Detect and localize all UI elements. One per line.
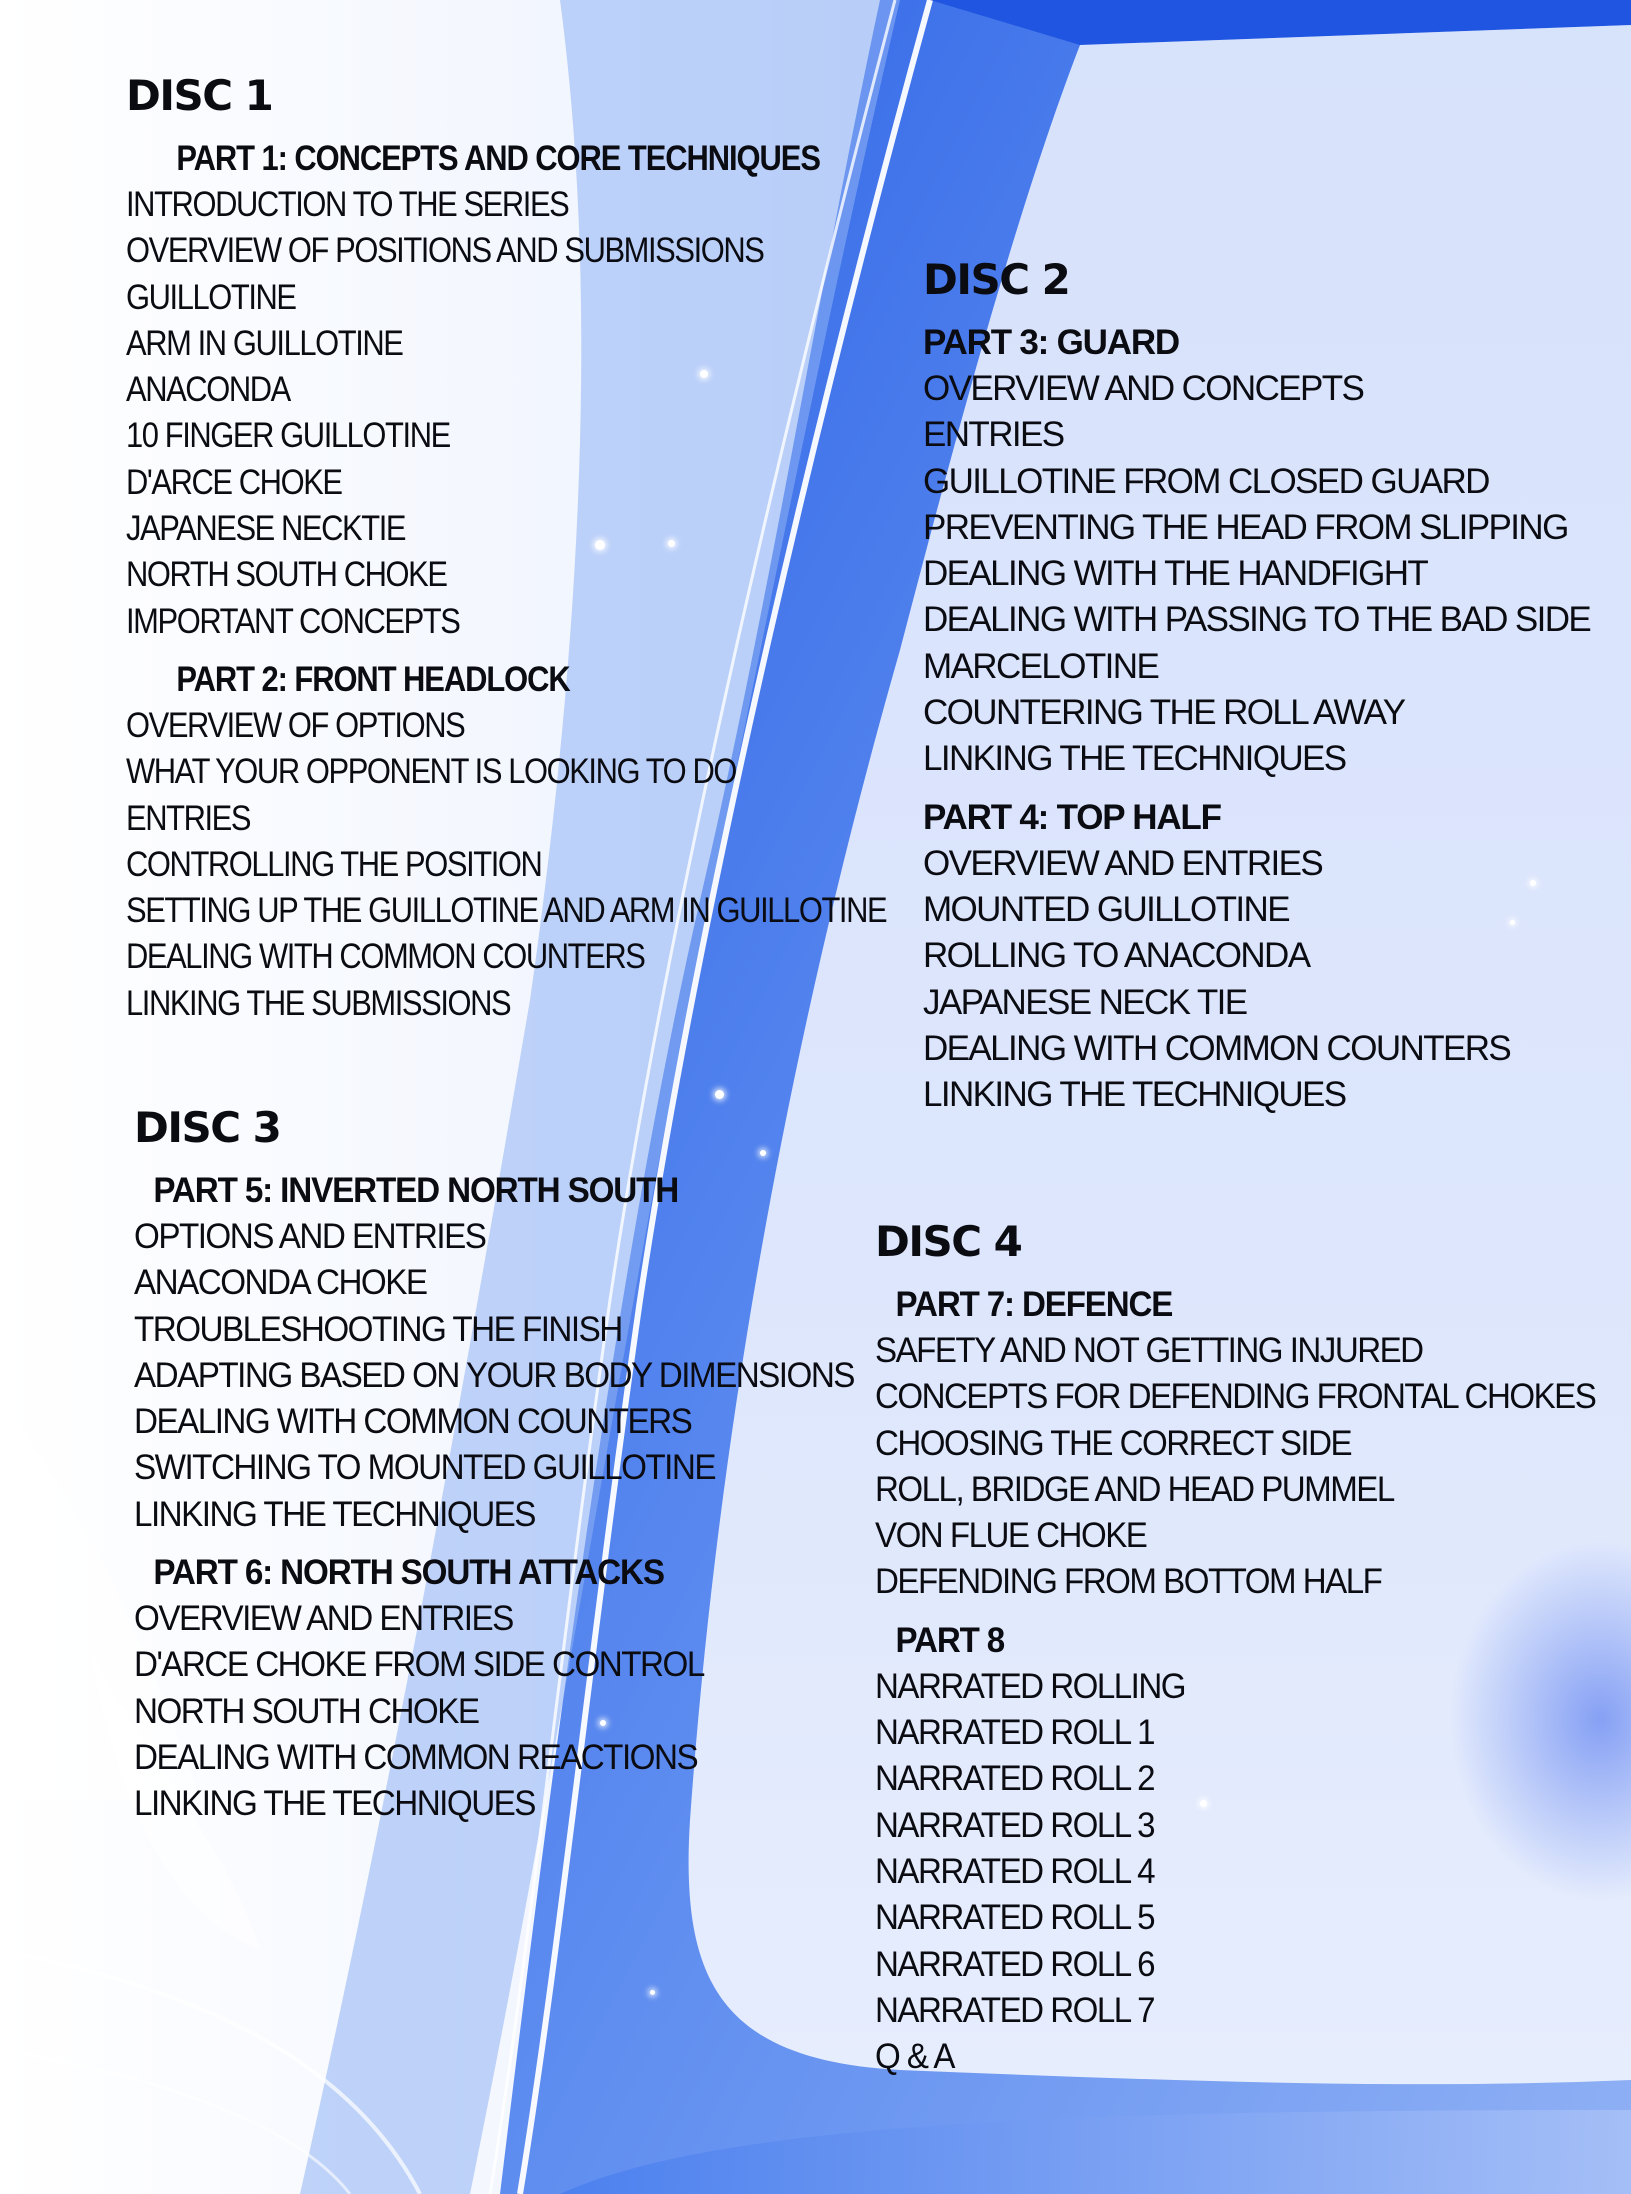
chapter-item: ANACONDA [126,370,290,410]
chapter-item: NARRATED ROLL 1 [875,1713,1155,1753]
part-5-section [134,1168,893,1538]
part-title: PART 6: NORTH SOUTH ATTACKS [153,1553,664,1593]
chapter-item: DEALING WITH COMMON COUNTERS [923,1028,1511,1068]
part-7-section [875,1282,1631,1606]
part-1-section [126,136,987,645]
sparkle-4 [715,1090,724,1099]
chapter-item: IMPORTANT CONCEPTS [126,601,460,641]
disc-title: DISC 1 [126,71,273,120]
chapter-item: SWITCHING TO MOUNTED GUILLOTINE [134,1448,715,1488]
disc-title: DISC 3 [134,1103,281,1152]
chapter-item: NARRATED ROLL 3 [875,1805,1155,1845]
chapter-item: 10 FINGER GUILLOTINE [126,416,450,456]
part-title: PART 2: FRONT HEADLOCK [176,659,570,699]
chapter-item: LINKING THE TECHNIQUES [134,1494,535,1534]
chapter-item: MARCELOTINE [923,646,1159,686]
part-6-section [134,1550,893,1827]
chapter-item: OVERVIEW OF OPTIONS [126,705,465,745]
chapter-item: CHOOSING THE CORRECT SIDE [875,1423,1352,1463]
chapter-item: NARRATED ROLL 5 [875,1898,1155,1938]
part-title: PART 3: GUARD [923,323,1179,362]
part-title: PART 7: DEFENCE [895,1285,1173,1324]
chapter-item: JAPANESE NECKTIE [126,509,406,549]
chapter-item: NARRATED ROLL 2 [875,1759,1155,1799]
disc-3-section [134,1100,893,1828]
chapter-item: DEFENDING FROM BOTTOM HALF [875,1562,1382,1602]
chapter-item: LINKING THE TECHNIQUES [923,1075,1346,1115]
chapter-item: Q & A [875,2037,954,2077]
disc-title: DISC 4 [875,1217,1022,1266]
part-3-section [923,320,1590,783]
chapter-item: GUILLOTINE [126,277,296,317]
chapter-item: DEALING WITH PASSING TO THE BAD SIDE [923,600,1591,640]
chapter-item: JAPANESE NECK TIE [923,982,1247,1022]
chapter-item: NORTH SOUTH CHOKE [126,555,447,595]
chapter-item: ADAPTING BASED ON YOUR BODY DIMENSIONS [134,1355,854,1395]
part-2-section [126,657,987,1027]
chapter-item: ROLLING TO ANACONDA [923,936,1310,976]
chapter-item: MOUNTED GUILLOTINE [923,889,1289,929]
part-title: PART 8 [895,1620,1005,1660]
chapter-item: OVERVIEW AND CONCEPTS [923,369,1364,408]
chapter-item: ROLL, BRIDGE AND HEAD PUMMEL [875,1469,1394,1509]
chapter-item: LINKING THE TECHNIQUES [923,739,1346,779]
chapter-item: OVERVIEW AND ENTRIES [134,1599,513,1639]
chapter-item: DEALING WITH COMMON COUNTERS [134,1402,692,1442]
chapter-item: OVERVIEW AND ENTRIES [923,843,1323,883]
chapter-item: SAFETY AND NOT GETTING INJURED [875,1331,1423,1370]
chapter-item: NARRATED ROLLING [875,1666,1186,1706]
chapter-item: D'ARCE CHOKE [126,462,342,502]
chapter-item: SETTING UP THE GUILLOTINE AND ARM IN GUILLOTINE [126,891,887,931]
chapter-item: ARM IN GUILLOTINE [126,323,403,363]
disc-1-section [126,68,987,1027]
sparkle-10 [650,1990,655,1995]
chapter-item: PREVENTING THE HEAD FROM SLIPPING [923,507,1568,547]
chapter-item: DEALING WITH COMMON REACTIONS [134,1737,698,1777]
part-title: PART 5: INVERTED NORTH SOUTH [153,1171,679,1210]
chapter-item: LINKING THE TECHNIQUES [134,1784,535,1824]
chapter-item: TROUBLESHOOTING THE FINISH [134,1309,622,1349]
chapter-item: NARRATED ROLL 6 [875,1944,1155,1984]
chapter-item: OVERVIEW OF POSITIONS AND SUBMISSIONS [126,231,764,271]
part-4-section [923,795,1590,1119]
part-8-section [875,1618,1631,2081]
disc-2-section [923,252,1590,1118]
chapter-item: ANACONDA CHOKE [134,1263,427,1303]
part-title: PART 1: CONCEPTS AND CORE TECHNIQUES [176,139,820,178]
chapter-item: DEALING WITH COMMON COUNTERS [126,937,645,977]
chapter-item: ENTRIES [126,798,251,838]
chapter-item: CONTROLLING THE POSITION [126,844,542,884]
chapter-item: NARRATED ROLL 4 [875,1851,1155,1891]
chapter-item: GUILLOTINE FROM CLOSED GUARD [923,461,1489,501]
part-title: PART 4: TOP HALF [923,797,1221,837]
chapter-item: NORTH SOUTH CHOKE [134,1691,479,1731]
chapter-item: OPTIONS AND ENTRIES [134,1217,486,1256]
chapter-item: DEALING WITH THE HANDFIGHT [923,554,1428,594]
chapter-item: D'ARCE CHOKE FROM SIDE CONTROL [134,1645,704,1685]
chapter-item: COUNTERING THE ROLL AWAY [923,693,1405,733]
disc-title: DISC 2 [923,255,1070,304]
chapter-item: INTRODUCTION TO THE SERIES [126,185,569,224]
chapter-item: LINKING THE SUBMISSIONS [126,983,511,1023]
chapter-item: CONCEPTS FOR DEFENDING FRONTAL CHOKES [875,1377,1596,1417]
disc-4-section [875,1214,1631,2080]
chapter-item: NARRATED ROLL 7 [875,1990,1155,2030]
chapter-item: ENTRIES [923,415,1064,455]
chapter-item: WHAT YOUR OPPONENT IS LOOKING TO DO [126,752,736,792]
chapter-item: VON FLUE CHOKE [875,1516,1147,1556]
